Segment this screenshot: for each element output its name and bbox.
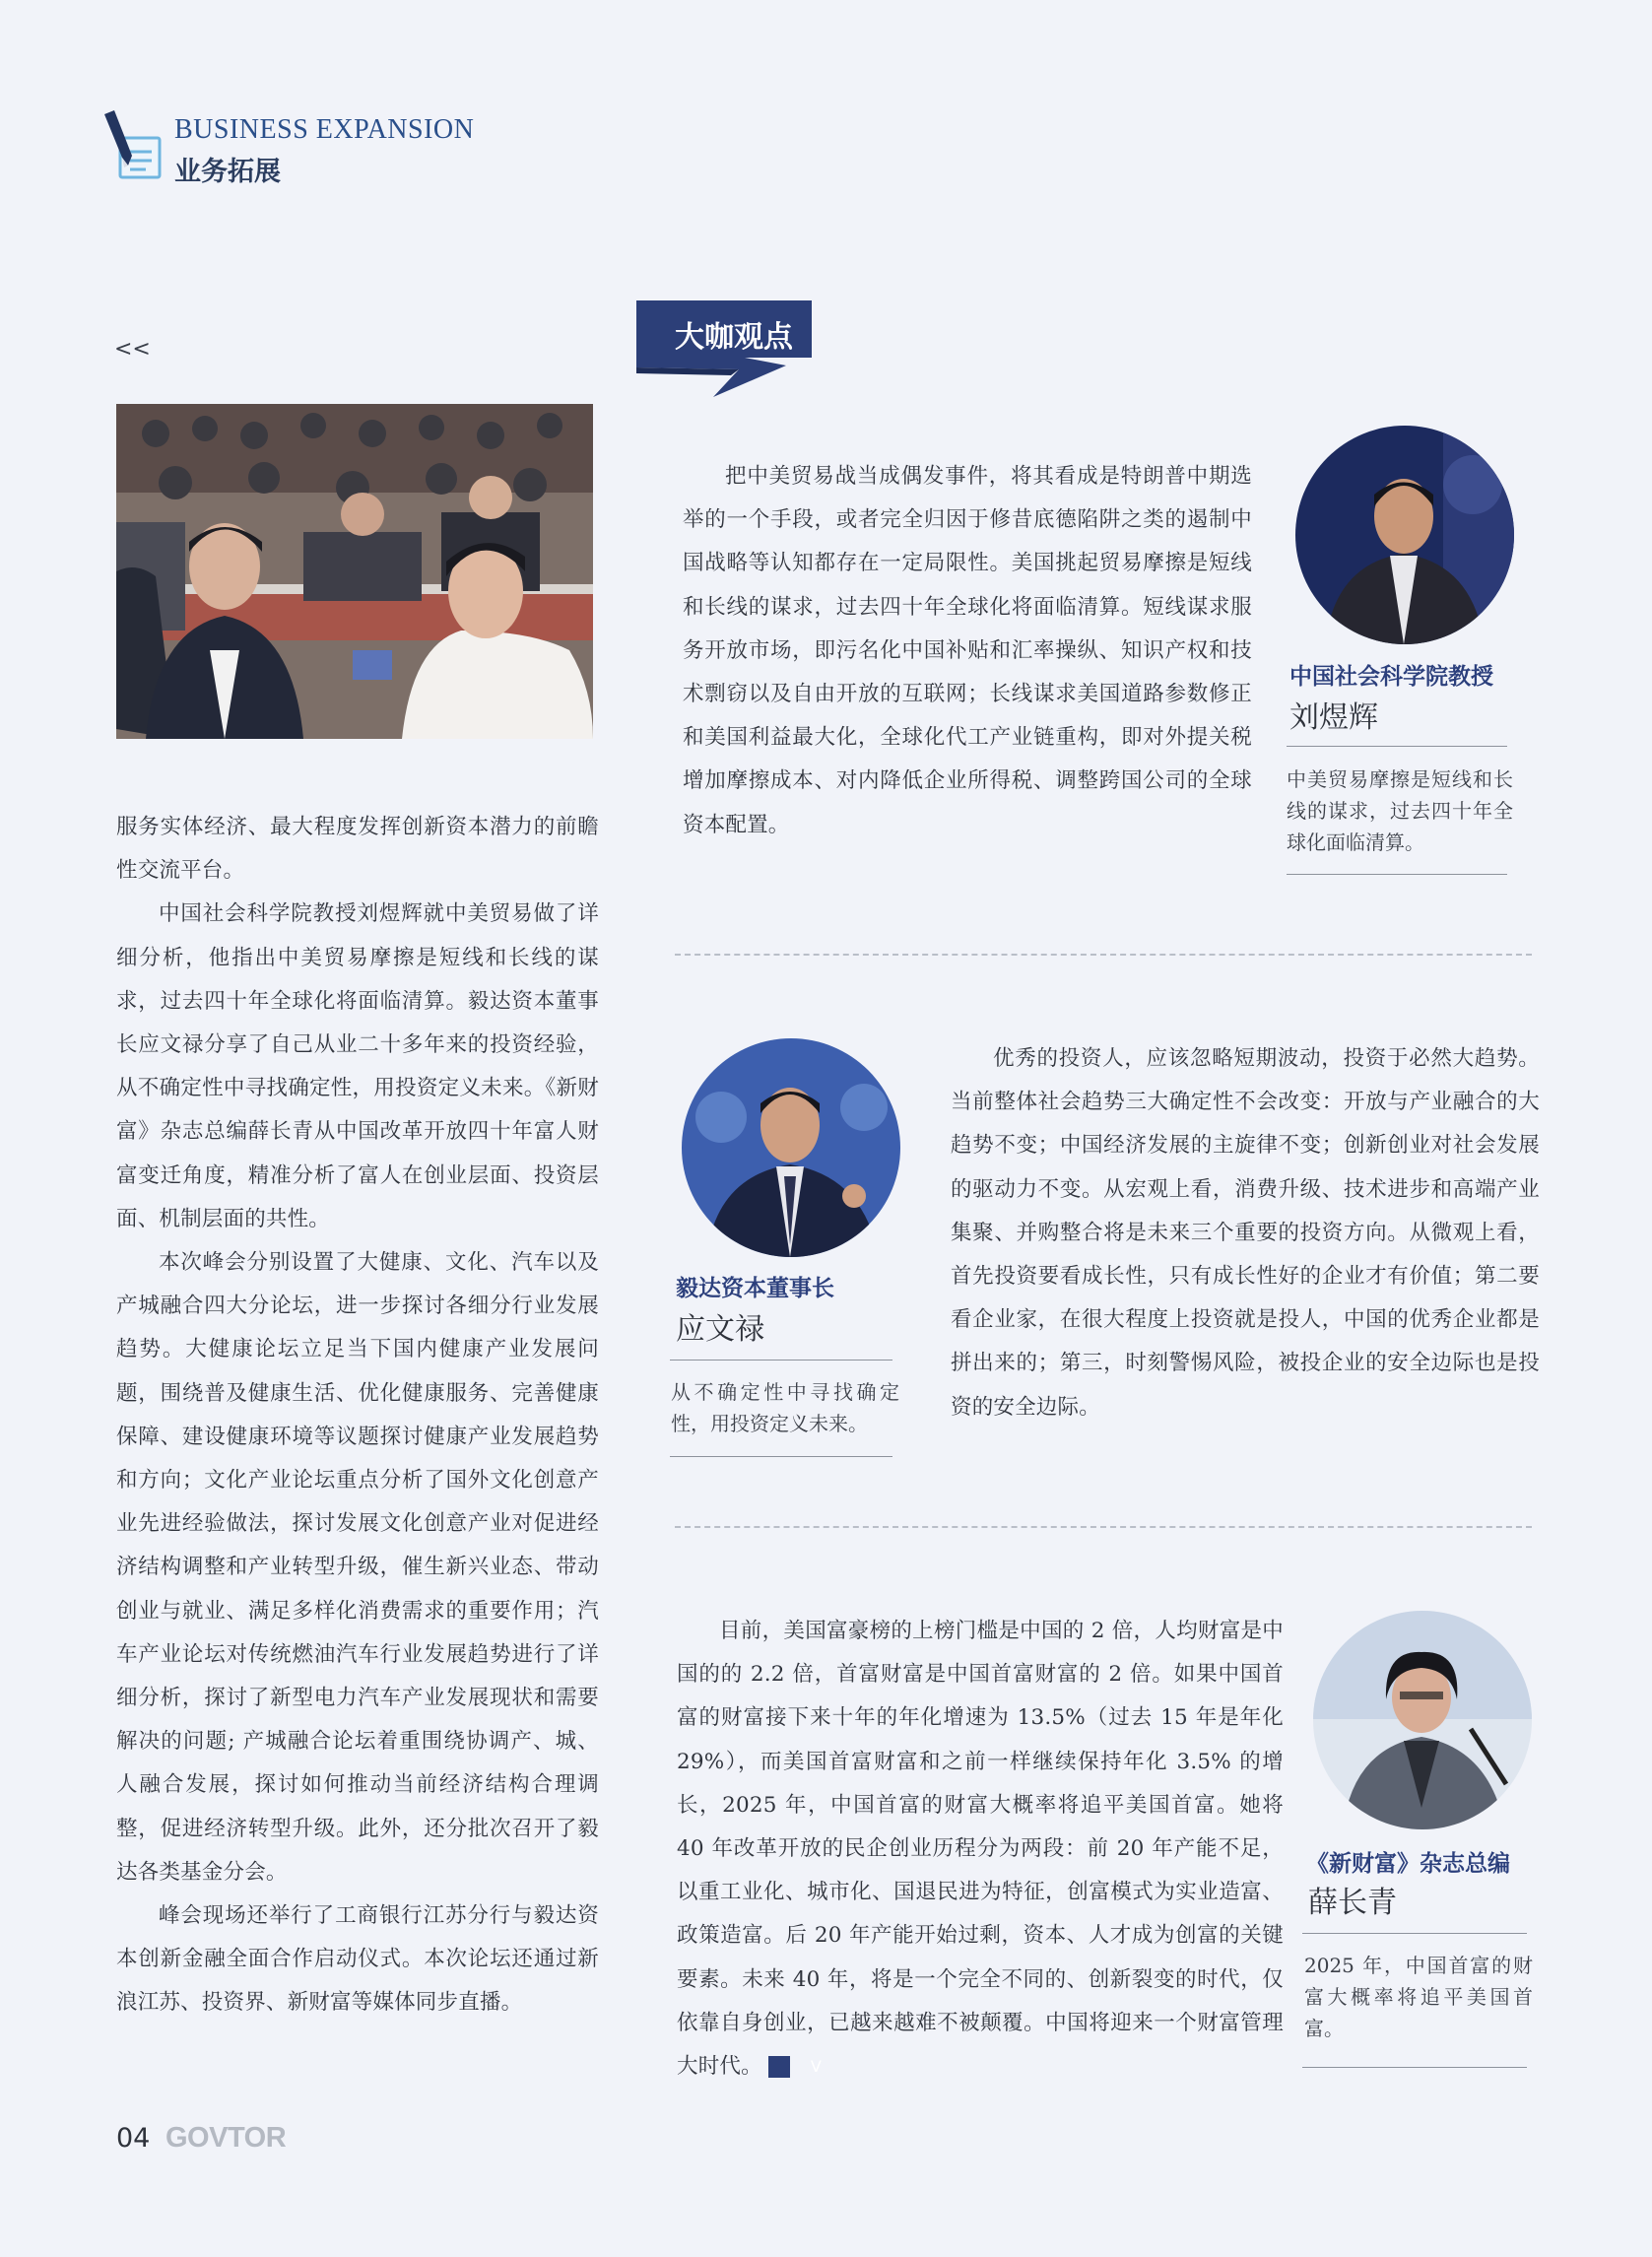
speaker-summary: 中美贸易摩擦是短线和长线的谋求，过去四十年全球化面临清算。 (1287, 767, 1513, 854)
divider (1302, 2067, 1527, 2068)
speaker-name: 薛长青 (1308, 1886, 1397, 1920)
speaker-portrait-2 (682, 1038, 900, 1257)
section-title-cn: 业务拓展 (174, 157, 281, 187)
paragraph: 服务实体经济、最大程度发挥创新资本潜力的前瞻性交流平台。 (116, 815, 599, 884)
speaker-title: 中国社会科学院教授 (1289, 663, 1493, 690)
end-mark-icon: V (768, 2056, 790, 2078)
speaker-summary: 从不确定性中寻找确定性，用投资定义未来。 (671, 1380, 899, 1435)
speaker-summary: 2025 年，中国首富的财富大概率将追平美国首富。 (1304, 1954, 1533, 2040)
speaker-quote-1 (683, 455, 1252, 847)
quote-text: 把中美贸易战当成偶发事件，将其看成是特朗普中期选举的一个手段，或者完全归因于修昔底德陷阱之类的遏制中国战略等认知都存在一定局限性。美国挑起贸易摩擦是短线和长线的谋求，过去四十年全球化将面临清算。短线谋求服务开放市场，即污名化中国补贴和汇率操纵、知识产权和技术剽窃以及自由开放的互联网；长线谋求美国道路参数修正和美国利益最大化，全球化代工产业链重构，即对外提关税增加摩擦成本、对内降低企业所得税、调整跨国公司的全球资本配置。 (683, 464, 1252, 837)
speaker-portrait-1 (1295, 426, 1514, 644)
quote-text (677, 1610, 1284, 2089)
divider (1287, 874, 1507, 875)
badge-label: 大咖观点 (675, 320, 793, 355)
divider (670, 1456, 892, 1457)
paragraph: 峰会现场还举行了工商银行江苏分行与毅达资本创新金融全面合作启动仪式。本次论坛还通过新浪江苏、投资界、新财富等媒体同步直播。 (116, 1903, 599, 2016)
divider (670, 1360, 892, 1361)
paragraph: 本次峰会分别设置了大健康、文化、汽车以及产城融合四大分论坛，进一步探讨各细分行业发展趋势。大健康论坛立足当下国内健康产业发展问题，围绕普及健康生活、优化健康服务、完善健康保障、建设健康环境等议题探讨健康产业发展趋势和方向；文化产业论坛重点分析了国外文化创意产业先进经验做法，探讨发展文化创意产业对促进经济结构调整和产业转型升级，催生新兴业态、带动创业与就业、满足多样化消费需求的重要作用；汽车产业论坛对传统燃油汽车行业发展趋势进行了详细分析，探讨了新型电力汽车产业发展现状和需要解决的问题; 产城融合论坛着重围绕协调产、城、人融合发展，探讨如何推动当前经济结构合理调整，促进经济转型升级。此外，还分批次召开了毅达各类基金分会。 (116, 1250, 599, 1885)
divider (1302, 1933, 1527, 1934)
speaker-quote-3 (677, 1610, 1284, 2089)
speaker-quote-2 (951, 1037, 1540, 1429)
dashed-separator (675, 1526, 1532, 1528)
dashed-separator (675, 954, 1532, 956)
page-number: 04 (116, 2123, 151, 2154)
conference-photo (116, 404, 593, 739)
brand-logo: GOVTOR (165, 2122, 287, 2154)
quote-text: 优秀的投资人，应该忽略短期波动，投资于必然大趋势。当前整体社会趋势三大确定性不会改变：开放与产业融合的大趋势不变；中国经济发展的主旋律不变；创新创业对社会发展的驱动力不变。从宏观上看，消费升级、技术进步和高端产业集聚、并购整合将是未来三个重要的投资方向。从微观上看，首先投资要看成长性，只有成长性好的企业才有价值；第二要看企业家，在很大程度上投资就是投人，中国的优秀企业都是拼出来的；第三，时刻警惕风险，被投企业的安全边际也是投资的安全边际。 (951, 1046, 1540, 1420)
quote-text-content: 目前，美国富豪榜的上榜门槛是中国的 2 倍，人均财富是中国的的 2.2 倍，首富财富是中国首富财富的 2 倍。如果中国首富的财富接下来十年的年化增速为 13.5%（过去 15 年是年化 29%），而美国首富财富和之前一样继续保持年化 3.5% 的增长，2025 年，中国首富的财富大概率将追平美国首富。她将 40 年改革开放的民企创业历程分为两段：前 20 年产能不足，以重工业化、城市化、国退民进为特征，创富模式为实业造富、政策造富。后 20 年产能开始过剩，资本、人才成为创富的关键要素。未来 40 年，将是一个完全不同的、创新裂变的时代，仅依靠自身创业，已越来越难不被颠覆。中国将迎来一个财富管理大时代。 (677, 1619, 1284, 2080)
speaker-title: 毅达资本董事长 (676, 1275, 834, 1301)
pen-notebook-icon (99, 108, 164, 183)
speaker-name: 刘煜辉 (1289, 700, 1378, 735)
divider (1287, 746, 1507, 747)
speaker-portrait-3 (1313, 1611, 1532, 1829)
speaker-title: 《新财富》杂志总编 (1306, 1850, 1510, 1877)
section-title-en: BUSINESS EXPANSION (174, 114, 475, 145)
speaker-name: 应文禄 (676, 1312, 764, 1347)
back-link[interactable]: << (114, 337, 151, 362)
article-body-left (116, 806, 599, 2025)
paragraph: 中国社会科学院教授刘煜辉就中美贸易做了详细分析，他指出中美贸易摩擦是短线和长线的谋求，过去四十年全球化将面临清算。毅达资本董事长应文禄分享了自己从业二十多年来的投资经验，从不确定性中寻找确定性，用投资定义未来。《新财富》杂志总编薛长青从中国改革开放四十年富人财富变迁角度，精准分析了富人在创业层面、投资层面、机制层面的共性。 (116, 901, 599, 1231)
